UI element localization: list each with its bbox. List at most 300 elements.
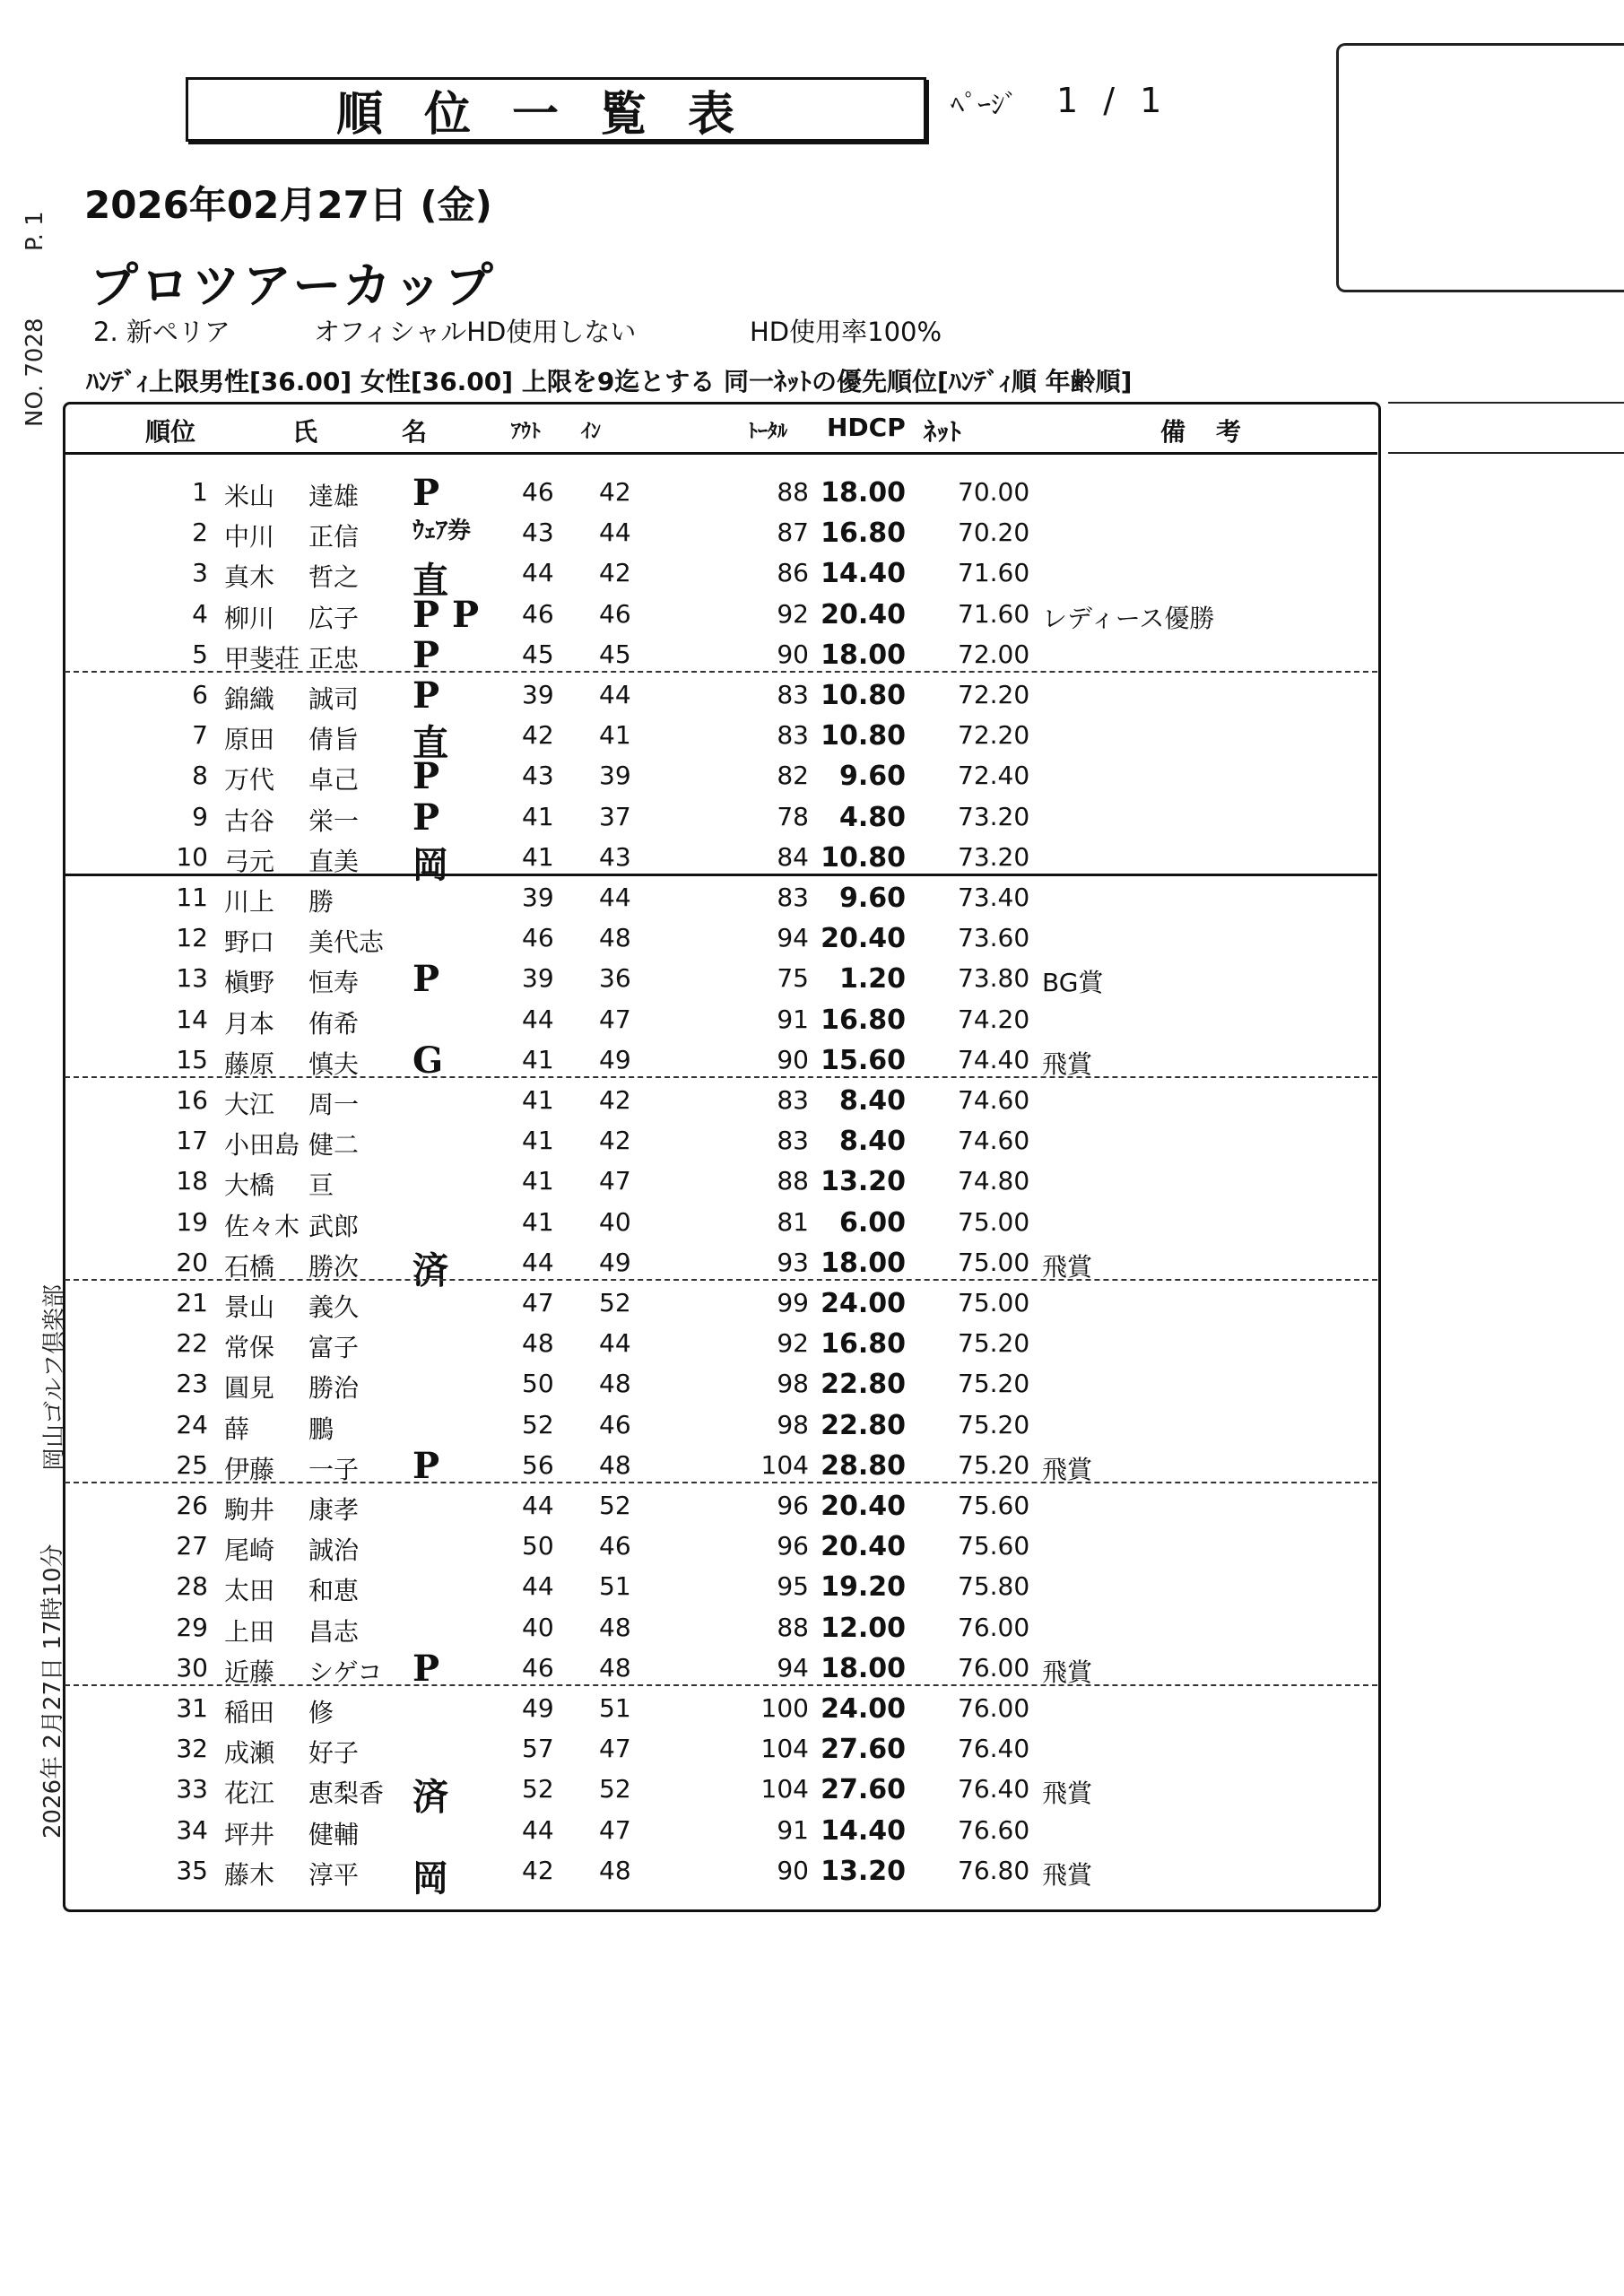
table-row	[0, 510, 1624, 551]
stamp-mark: P	[413, 674, 440, 717]
note-cell: 飛賞	[1042, 1251, 1093, 1282]
in-score-cell: 47	[599, 1734, 631, 1764]
out-score-cell: 50	[522, 1531, 554, 1561]
surname-cell: 川上	[224, 887, 275, 917]
in-score-cell: 48	[599, 1612, 631, 1642]
col-net: ﾈｯﾄ	[924, 417, 962, 447]
stamp-mark: 岡	[413, 1857, 448, 1900]
total-score-cell: 75	[777, 963, 809, 994]
surname-cell: 小田島	[224, 1130, 300, 1161]
net-score-cell: 75.20	[958, 1409, 1030, 1439]
rank-cell: 21	[176, 1288, 208, 1318]
hdcp-cell: 9.60	[838, 761, 906, 793]
total-score-cell: 83	[777, 720, 809, 751]
hdcp-cell: 27.60	[821, 1774, 906, 1806]
out-score-cell: 50	[522, 1369, 554, 1399]
hdcp-cell: 13.20	[821, 1166, 906, 1198]
given-name-cell: 修	[308, 1698, 334, 1727]
in-score-cell: 44	[599, 883, 631, 912]
hdcp-cell: 20.40	[821, 1531, 906, 1563]
surname-cell: 近藤	[224, 1657, 275, 1687]
hdcp-cell: 10.80	[821, 680, 906, 711]
table-row	[0, 1118, 1624, 1159]
table-row	[0, 1443, 1624, 1487]
total-score-cell: 83	[777, 1085, 809, 1115]
surname-cell: 坪井	[224, 1819, 275, 1849]
stamp-mark: P	[413, 958, 440, 1001]
table-row	[0, 1564, 1624, 1605]
rank-cell: 30	[176, 1652, 208, 1683]
given-name-cell: 周一	[308, 1090, 360, 1119]
out-score-cell: 41	[522, 801, 554, 831]
net-score-cell: 73.60	[958, 923, 1030, 953]
note-cell: 飛賞	[1042, 1779, 1093, 1809]
rank-cell: 13	[176, 963, 208, 994]
net-score-cell: 74.20	[958, 1004, 1030, 1034]
in-score-cell: 42	[599, 1085, 631, 1115]
total-score-cell: 104	[760, 1449, 809, 1480]
rank-cell: 26	[176, 1491, 208, 1520]
in-score-cell: 48	[599, 1369, 631, 1399]
net-score-cell: 73.40	[958, 883, 1030, 912]
in-score-cell: 52	[599, 1491, 631, 1520]
given-name-cell: 鵬	[308, 1413, 334, 1444]
out-score-cell: 39	[522, 680, 554, 709]
total-score-cell: 98	[777, 1369, 809, 1399]
rank-cell: 11	[176, 883, 208, 912]
given-name-cell: 一子	[308, 1454, 360, 1484]
edge-line-top	[1388, 402, 1624, 404]
stamp-mark: G	[413, 1039, 444, 1082]
surname-cell: 駒井	[224, 1495, 275, 1525]
rank-cell: 2	[192, 517, 208, 548]
given-name-cell: 誠司	[308, 684, 360, 714]
note-cell: 飛賞	[1042, 1859, 1093, 1890]
net-score-cell: 76.80	[958, 1855, 1030, 1885]
rank-cell: 3	[192, 558, 208, 588]
in-score-cell: 52	[599, 1774, 631, 1805]
surname-cell: 大江	[224, 1090, 275, 1119]
total-score-cell: 99	[777, 1288, 809, 1318]
in-score-cell: 44	[599, 680, 631, 709]
rank-cell: 12	[176, 923, 208, 953]
hdcp-cell: 8.40	[838, 1085, 906, 1117]
total-score-cell: 96	[777, 1491, 809, 1520]
hdcp-cell: 16.80	[821, 517, 906, 550]
in-score-cell: 42	[599, 477, 631, 507]
given-name-cell: 卓己	[308, 765, 360, 796]
in-score-cell: 37	[599, 801, 631, 831]
total-score-cell: 86	[777, 558, 809, 588]
rank-cell: 23	[176, 1369, 208, 1399]
net-score-cell: 76.00	[958, 1693, 1030, 1723]
total-score-cell: 100	[760, 1693, 809, 1723]
given-name-cell: シゲコ	[308, 1657, 383, 1687]
in-score-cell: 46	[599, 1409, 631, 1439]
in-score-cell: 51	[599, 1571, 631, 1602]
table-row	[0, 673, 1624, 717]
table-row	[0, 1240, 1624, 1292]
out-score-cell: 42	[522, 720, 554, 751]
total-score-cell: 90	[777, 639, 809, 669]
event-date: 2026年02月27日 (金)	[84, 183, 492, 227]
stamp-mark: 直	[413, 560, 448, 603]
in-score-cell: 42	[599, 558, 631, 588]
total-score-cell: 104	[760, 1774, 809, 1805]
given-name-cell: 慎夫	[308, 1048, 360, 1079]
col-note-a: 備	[1160, 417, 1186, 447]
hdcp-cell: 8.40	[838, 1126, 906, 1158]
surname-cell: 太田	[224, 1576, 275, 1606]
stamp-mark: 岡	[413, 843, 448, 886]
net-score-cell: 75.20	[958, 1369, 1030, 1399]
net-score-cell: 73.20	[958, 841, 1030, 872]
table-row	[0, 1686, 1624, 1726]
surname-cell: 薛	[224, 1413, 250, 1444]
in-score-cell: 44	[599, 1328, 631, 1359]
rank-cell: 15	[176, 1044, 208, 1074]
table-row	[0, 1524, 1624, 1564]
stamp-mark: P	[413, 755, 440, 798]
net-score-cell: 71.60	[958, 598, 1030, 629]
net-score-cell: 76.40	[958, 1734, 1030, 1764]
table-row	[0, 875, 1624, 916]
rank-cell: 16	[176, 1085, 208, 1115]
hdcp-cell: 22.80	[821, 1369, 906, 1401]
out-score-cell: 45	[522, 639, 554, 669]
rank-cell: 25	[176, 1449, 208, 1480]
out-score-cell: 42	[522, 1855, 554, 1885]
given-name-cell: 勝治	[308, 1373, 360, 1404]
rank-cell: 7	[192, 720, 208, 751]
in-score-cell: 46	[599, 1531, 631, 1561]
table-row	[0, 997, 1624, 1038]
stamp-mark: P	[413, 633, 440, 676]
given-name-cell: 好子	[308, 1738, 360, 1769]
note-cell: 飛賞	[1042, 1048, 1093, 1079]
net-score-cell: 74.60	[958, 1126, 1030, 1156]
surname-cell: 大橋	[224, 1170, 275, 1201]
stamp-mark: P	[413, 472, 440, 514]
given-name-cell: 広子	[308, 603, 360, 633]
total-score-cell: 82	[777, 761, 809, 791]
surname-cell: 月本	[224, 1008, 275, 1039]
right-clipped-frame	[1336, 43, 1624, 292]
net-score-cell: 76.60	[958, 1814, 1030, 1845]
total-score-cell: 83	[777, 680, 809, 709]
surname-cell: 尾崎	[224, 1535, 275, 1566]
given-name-cell: 勝次	[308, 1251, 360, 1282]
stamp-mark: P P	[413, 593, 480, 636]
table-row	[0, 1483, 1624, 1524]
out-score-cell: 39	[522, 883, 554, 912]
page-number: 1 / 1	[1056, 81, 1169, 120]
rank-cell: 34	[176, 1814, 208, 1845]
total-score-cell: 94	[777, 1652, 809, 1683]
given-name-cell: 富子	[308, 1333, 360, 1363]
net-score-cell: 74.40	[958, 1044, 1030, 1074]
total-score-cell: 83	[777, 883, 809, 912]
out-score-cell: 41	[522, 1166, 554, 1196]
surname-cell: 原田	[224, 725, 275, 755]
net-score-cell: 71.60	[958, 558, 1030, 588]
hdcp-cell: 18.00	[821, 477, 906, 509]
net-score-cell: 73.80	[958, 963, 1030, 994]
page-title: 順位一覧表	[335, 86, 776, 142]
rank-cell: 17	[176, 1126, 208, 1156]
rank-cell: 9	[192, 801, 208, 831]
out-score-cell: 43	[522, 517, 554, 548]
out-score-cell: 43	[522, 761, 554, 791]
table-row	[0, 916, 1624, 956]
net-score-cell: 75.20	[958, 1328, 1030, 1359]
given-name-cell: 倩旨	[308, 725, 360, 755]
rank-cell: 10	[176, 841, 208, 872]
rank-cell: 33	[176, 1774, 208, 1805]
net-score-cell: 75.60	[958, 1531, 1030, 1561]
surname-cell: 甲斐荘	[224, 643, 300, 674]
table-row	[0, 956, 1624, 1001]
in-score-cell: 42	[599, 1126, 631, 1156]
table-row	[0, 1281, 1624, 1321]
net-score-cell: 73.20	[958, 801, 1030, 831]
surname-cell: 伊藤	[224, 1454, 275, 1484]
given-name-cell: 侑希	[308, 1008, 360, 1039]
total-score-cell: 91	[777, 1004, 809, 1034]
net-score-cell: 72.20	[958, 720, 1030, 751]
table-row	[0, 1808, 1624, 1848]
hdcp-cell: 16.80	[821, 1328, 906, 1361]
surname-cell: 石橋	[224, 1251, 275, 1282]
fax-timestamp: 2026年 2月27日 17時10分	[39, 1544, 66, 1839]
table-row	[0, 1767, 1624, 1819]
hdcp-cell: 22.80	[821, 1409, 906, 1441]
hd-rate: HD使用率100%	[750, 317, 942, 347]
out-score-cell: 46	[522, 477, 554, 507]
rank-cell: 4	[192, 598, 208, 629]
table-row	[0, 632, 1624, 676]
out-score-cell: 44	[522, 1814, 554, 1845]
note-cell: BG賞	[1042, 968, 1104, 998]
col-name-a: 氏	[292, 417, 318, 447]
total-score-cell: 88	[777, 1166, 809, 1196]
in-score-cell: 52	[599, 1288, 631, 1318]
in-score-cell: 51	[599, 1693, 631, 1723]
hdcp-cell: 19.20	[821, 1571, 906, 1604]
out-score-cell: 48	[522, 1328, 554, 1359]
out-score-cell: 41	[522, 1126, 554, 1156]
hdcp-cell: 14.40	[821, 558, 906, 590]
table-row	[0, 592, 1624, 636]
table-row	[0, 551, 1624, 603]
table-row	[0, 1038, 1624, 1082]
given-name-cell: 健二	[308, 1130, 360, 1161]
net-score-cell: 76.00	[958, 1612, 1030, 1642]
given-name-cell: 哲之	[308, 562, 360, 593]
total-score-cell: 90	[777, 1044, 809, 1074]
rank-cell: 8	[192, 761, 208, 791]
given-name-cell: 武郎	[308, 1211, 360, 1241]
given-name-cell: 直美	[308, 846, 360, 876]
given-name-cell: 恵梨香	[308, 1779, 385, 1809]
col-total: ﾄｰﾀﾙ	[748, 421, 788, 443]
col-name-b: 名	[402, 417, 428, 447]
rank-cell: 24	[176, 1409, 208, 1439]
hdcp-cell: 9.60	[838, 883, 906, 914]
out-score-cell: 56	[522, 1449, 554, 1480]
given-name-cell: 康孝	[308, 1495, 360, 1525]
hdcp-cell: 15.60	[821, 1044, 906, 1076]
given-name-cell: 勝	[308, 887, 334, 917]
out-score-cell: 52	[522, 1774, 554, 1805]
hdcp-cell: 12.00	[821, 1612, 906, 1644]
total-score-cell: 93	[777, 1247, 809, 1277]
surname-cell: 古谷	[224, 805, 275, 836]
total-score-cell: 81	[777, 1206, 809, 1237]
table-row	[0, 1361, 1624, 1402]
surname-cell: 景山	[224, 1292, 275, 1322]
in-score-cell: 36	[599, 963, 631, 994]
stamp-mark: 済	[413, 1248, 448, 1292]
table-row	[0, 1321, 1624, 1361]
net-score-cell: 76.40	[958, 1774, 1030, 1805]
hdcp-cell: 13.20	[821, 1855, 906, 1887]
total-score-cell: 94	[777, 923, 809, 953]
table-row	[0, 1078, 1624, 1118]
net-score-cell: 75.00	[958, 1288, 1030, 1318]
out-score-cell: 49	[522, 1693, 554, 1723]
total-score-cell: 87	[777, 517, 809, 548]
total-score-cell: 95	[777, 1571, 809, 1602]
rank-cell: 14	[176, 1004, 208, 1034]
net-score-cell: 72.40	[958, 761, 1030, 791]
title-box	[186, 77, 926, 142]
net-score-cell: 76.00	[958, 1652, 1030, 1683]
surname-cell: 稲田	[224, 1698, 275, 1727]
out-score-cell: 46	[522, 1652, 554, 1683]
col-note-b: 考	[1216, 417, 1242, 447]
given-name-cell: 健輔	[308, 1819, 360, 1849]
in-score-cell: 43	[599, 841, 631, 872]
surname-cell: 万代	[224, 765, 275, 796]
out-score-cell: 47	[522, 1288, 554, 1318]
given-name-cell: 和恵	[308, 1576, 360, 1606]
stamp-mark: P	[413, 1647, 440, 1690]
hdcp-cell: 24.00	[821, 1693, 906, 1725]
hd-option: オフィシャルHD使用しない	[314, 317, 637, 347]
in-score-cell: 47	[599, 1004, 631, 1034]
total-score-cell: 78	[777, 801, 809, 831]
col-rank: 順位	[145, 417, 196, 447]
out-score-cell: 44	[522, 1004, 554, 1034]
given-name-cell: 栄一	[308, 805, 360, 836]
scoring-method: 2. 新ペリア	[93, 317, 230, 347]
note-cell: 飛賞	[1042, 1657, 1093, 1687]
given-name-cell: 美代志	[308, 927, 385, 958]
given-name-cell: 正信	[308, 522, 360, 552]
stamp-mark: 済	[413, 1776, 448, 1819]
page-label: ﾍﾟｰｼﾞ	[951, 90, 1018, 121]
given-name-cell: 昌志	[308, 1616, 360, 1647]
header-divider	[65, 452, 1377, 455]
given-name-cell: 義久	[308, 1292, 360, 1322]
given-name-cell: 達雄	[308, 482, 360, 511]
in-score-cell: 40	[599, 1206, 631, 1237]
out-score-cell: 46	[522, 923, 554, 953]
fax-page: P. 1	[22, 211, 48, 251]
surname-cell: 野口	[224, 927, 275, 958]
rank-cell: 5	[192, 639, 208, 669]
out-score-cell: 44	[522, 1571, 554, 1602]
note-cell: 飛賞	[1042, 1454, 1093, 1484]
net-score-cell: 72.20	[958, 680, 1030, 709]
surname-cell: 藤木	[224, 1859, 275, 1890]
rank-cell: 27	[176, 1531, 208, 1561]
hdcp-cell: 18.00	[821, 639, 906, 671]
total-score-cell: 91	[777, 1814, 809, 1845]
hdcp-cell: 10.80	[821, 720, 906, 752]
stamp-mark: P	[413, 1444, 440, 1487]
total-score-cell: 88	[777, 1612, 809, 1642]
in-score-cell: 46	[599, 598, 631, 629]
surname-cell: 柳川	[224, 603, 275, 633]
rank-cell: 31	[176, 1693, 208, 1723]
given-name-cell: 正忠	[308, 643, 360, 674]
hdcp-cell: 16.80	[821, 1004, 906, 1036]
hdcp-cell: 1.20	[838, 963, 906, 996]
total-score-cell: 92	[777, 1328, 809, 1359]
hdcp-cell: 20.40	[821, 598, 906, 631]
in-score-cell: 41	[599, 720, 631, 751]
surname-cell: 米山	[224, 482, 275, 511]
stamp-mark: 直	[413, 722, 448, 765]
out-score-cell: 41	[522, 1044, 554, 1074]
hdcp-cell: 20.40	[821, 1491, 906, 1522]
sender-name: 岡山ゴルフ倶楽部	[41, 1283, 68, 1471]
hdcp-cell: 28.80	[821, 1449, 906, 1482]
hdcp-cell: 20.40	[821, 923, 906, 955]
surname-cell: 佐々木	[224, 1211, 300, 1241]
table-row	[0, 753, 1624, 798]
net-score-cell: 74.80	[958, 1166, 1030, 1196]
table-row	[0, 835, 1624, 886]
table-row	[0, 1403, 1624, 1443]
given-name-cell: 誠治	[308, 1535, 360, 1566]
net-score-cell: 75.00	[958, 1247, 1030, 1277]
hdcp-cell: 18.00	[821, 1247, 906, 1279]
rank-cell: 32	[176, 1734, 208, 1764]
surname-cell: 真木	[224, 562, 275, 593]
out-score-cell: 41	[522, 1206, 554, 1237]
surname-cell: 錦織	[224, 684, 275, 714]
stamp-mark: P	[413, 796, 440, 839]
net-score-cell: 74.60	[958, 1085, 1030, 1115]
in-score-cell: 47	[599, 1166, 631, 1196]
table-row	[0, 795, 1624, 839]
hdcp-cell: 10.80	[821, 841, 906, 874]
net-score-cell: 75.60	[958, 1491, 1030, 1520]
table-row	[0, 1646, 1624, 1690]
out-score-cell: 44	[522, 558, 554, 588]
col-hdcp: HDCP	[827, 413, 906, 442]
in-score-cell: 48	[599, 1855, 631, 1885]
out-score-cell: 41	[522, 841, 554, 872]
total-score-cell: 98	[777, 1409, 809, 1439]
surname-cell: 槇野	[224, 968, 275, 998]
note-cell: レディース優勝	[1042, 603, 1215, 633]
col-out: ｱｳﾄ	[511, 421, 542, 443]
rank-cell: 18	[176, 1166, 208, 1196]
